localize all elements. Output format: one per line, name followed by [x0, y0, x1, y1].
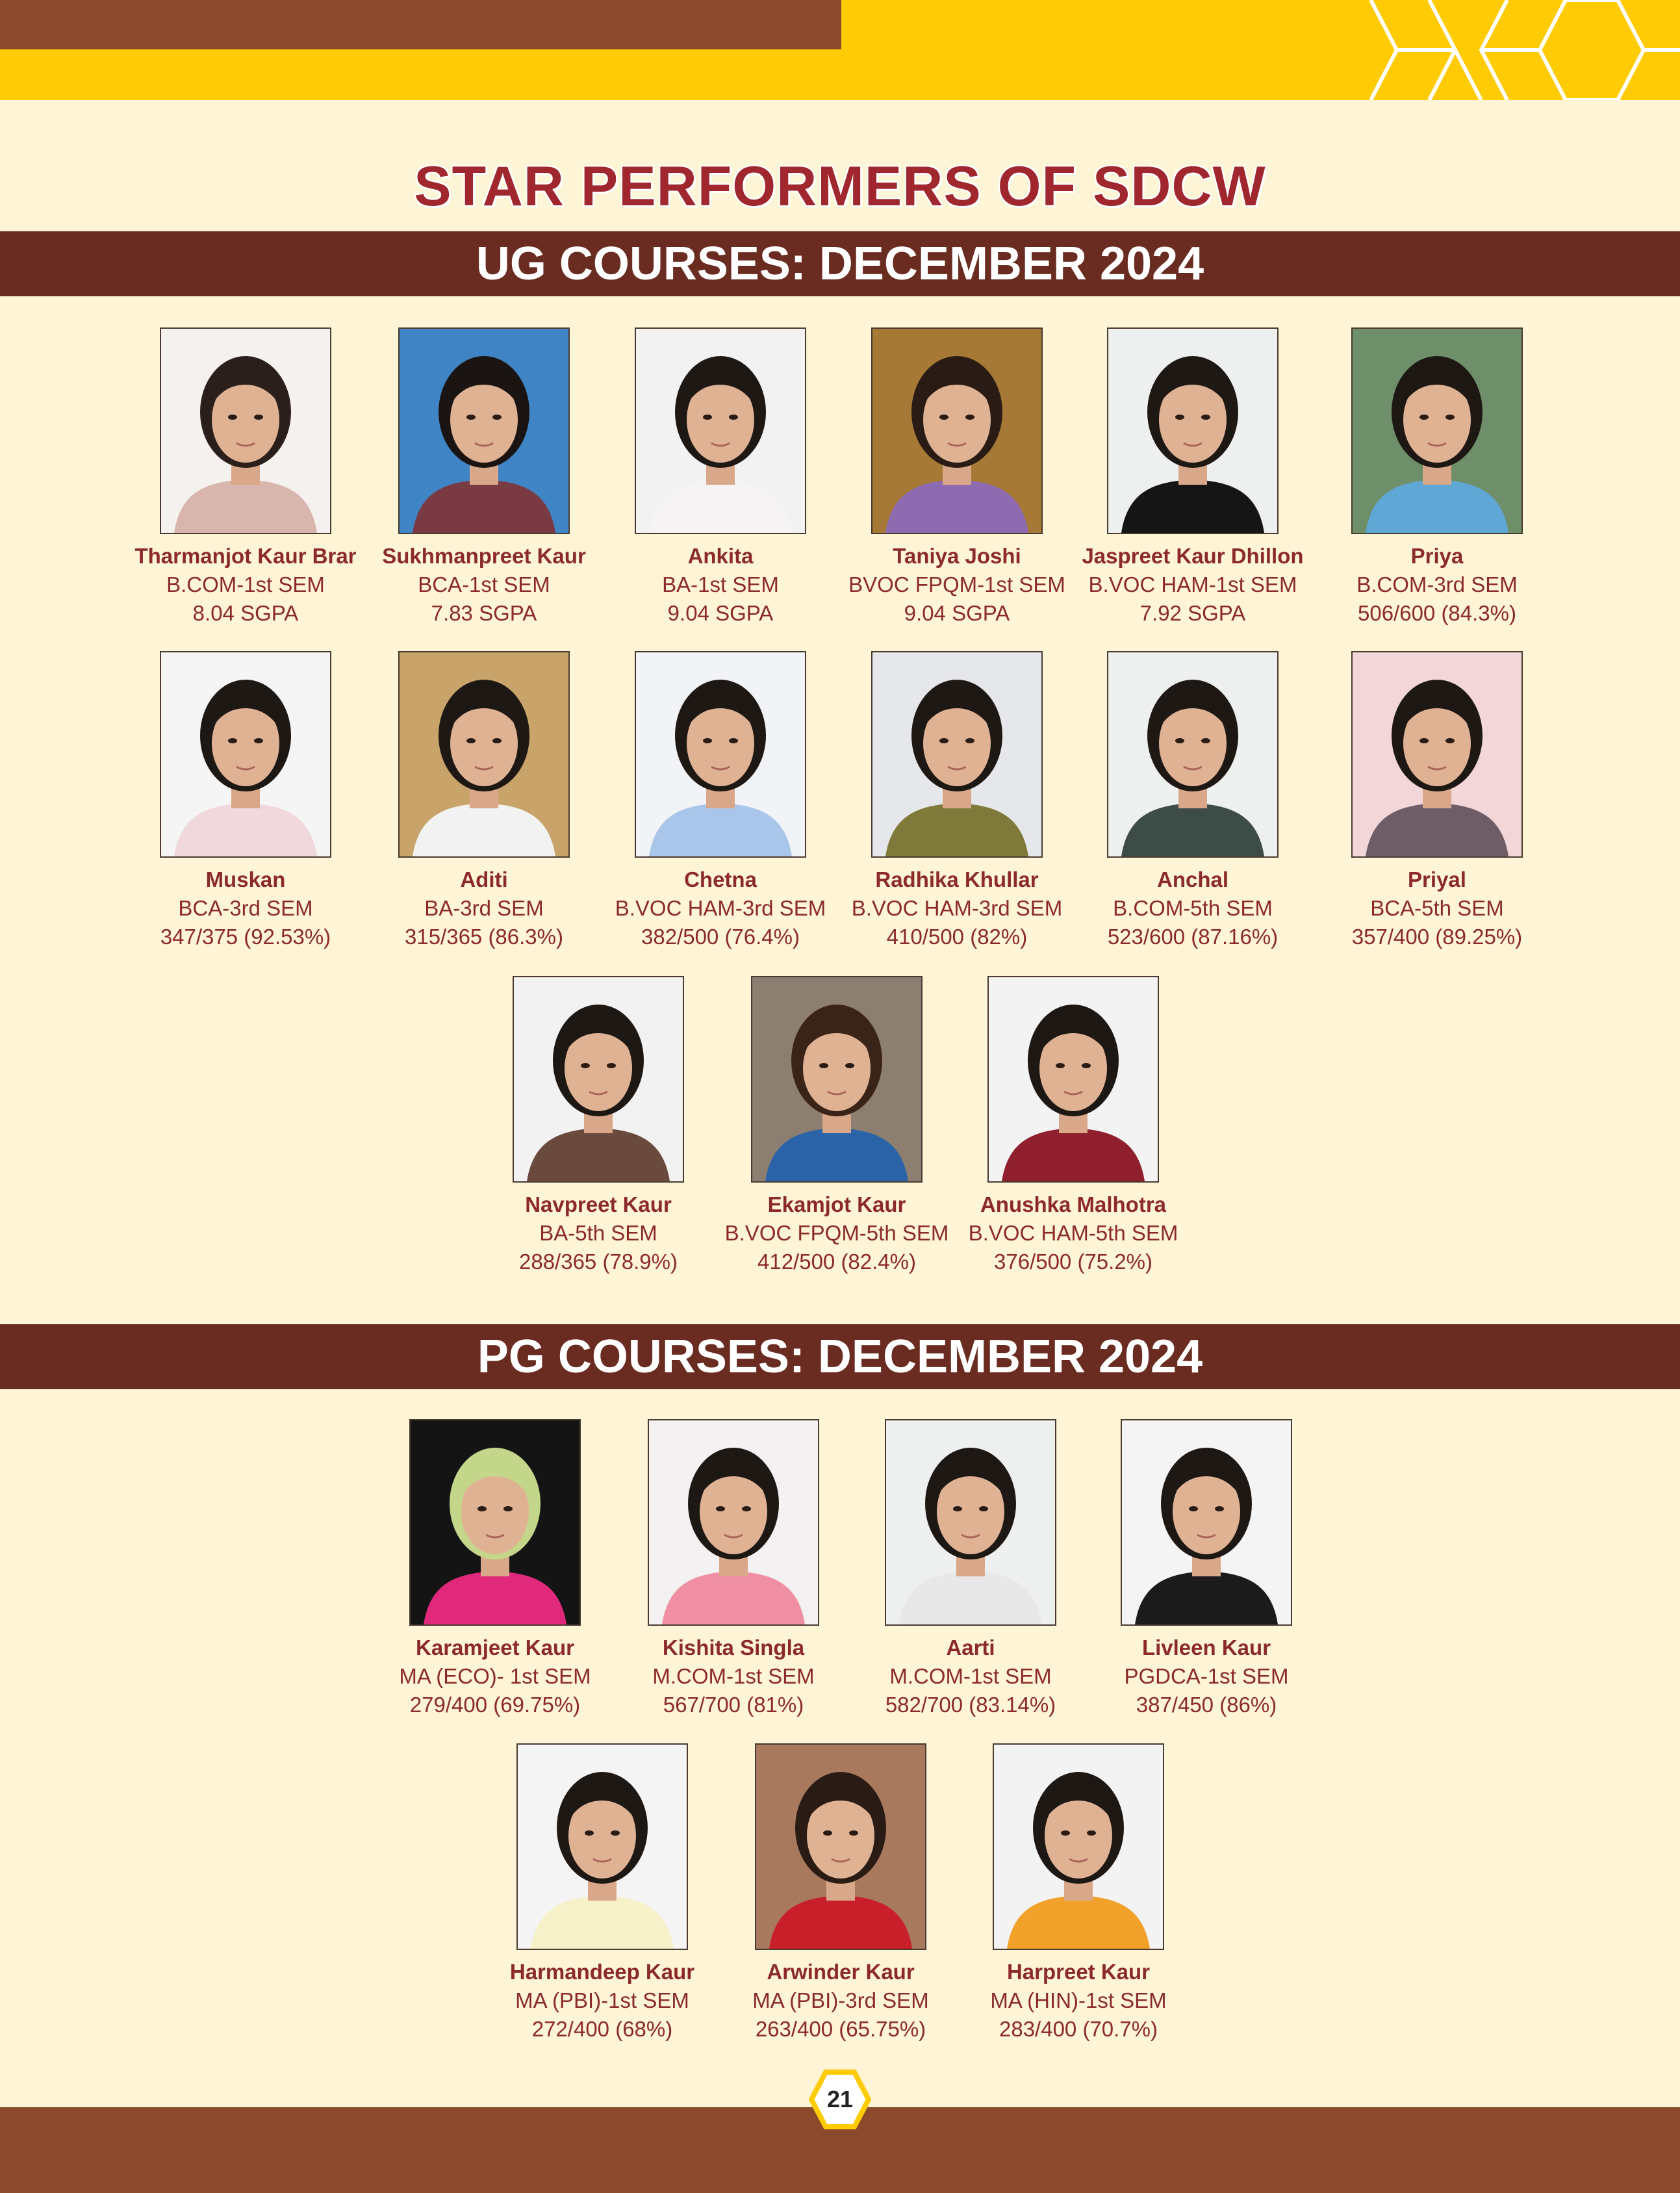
student-photo [398, 327, 570, 534]
student-name: Jaspreet Kaur Dhillon [1082, 544, 1304, 568]
student-name: Navpreet Kaur [525, 1192, 672, 1216]
student-name: Aditi [460, 867, 508, 891]
portrait-image [872, 652, 1041, 856]
student-course: BA-1st SEM [662, 572, 779, 596]
student-card [378, 1419, 612, 1719]
student-card [1320, 651, 1554, 951]
student-name: Aarti [946, 1635, 995, 1660]
student-course: B.COM-1st SEM [166, 572, 325, 596]
portrait-image [400, 329, 568, 533]
student-score: 283/400 (70.7%) [999, 2017, 1158, 2041]
student-score: 9.04 SGPA [667, 601, 774, 625]
page-title: STAR PERFORMERS OF SDCW [414, 155, 1266, 218]
header-brown-band [0, 0, 841, 49]
student-score: 410/500 (82%) [886, 925, 1028, 949]
student-card [724, 1743, 958, 2044]
student-score: 272/400 (68%) [531, 2017, 673, 2041]
student-card [617, 1419, 850, 1719]
student-score: 7.83 SGPA [431, 601, 537, 625]
student-course: M.COM-1st SEM [652, 1664, 815, 1688]
student-card [956, 976, 1190, 1276]
student-photo [755, 1743, 926, 1950]
student-card [481, 976, 715, 1276]
student-photo [409, 1419, 581, 1626]
student-score: 7.92 SGPA [1139, 601, 1246, 625]
student-card [840, 327, 1074, 628]
student-card [129, 651, 363, 951]
student-name: Tharmanjot Kaur Brar [134, 544, 357, 568]
honeycomb-decoration [1325, 0, 1680, 100]
portrait-image [400, 652, 568, 856]
student-name: Harmandeep Kaur [509, 1960, 695, 1984]
student-name: Karamjeet Kaur [416, 1635, 574, 1660]
pg-section-heading: PG COURSES: DECEMBER 2024 [0, 1324, 1680, 1389]
student-photo [648, 1419, 819, 1626]
student-photo [398, 651, 570, 858]
student-name: Taniya Joshi [893, 544, 1021, 568]
student-name: Priyal [1408, 867, 1466, 891]
student-card [1089, 1419, 1323, 1719]
student-card [1320, 327, 1554, 628]
student-name: Muskan [205, 867, 286, 891]
student-card [1076, 327, 1310, 628]
portrait-image [1353, 652, 1521, 856]
ug-section-heading: UG COURSES: DECEMBER 2024 [0, 231, 1680, 296]
student-photo [751, 976, 923, 1183]
student-name: Anchal [1156, 867, 1229, 891]
student-score: 8.04 SGPA [192, 601, 299, 625]
student-course: MA (ECO)- 1st SEM [399, 1664, 591, 1688]
student-card [854, 1419, 1088, 1719]
page-number: 21 [826, 2086, 854, 2112]
student-course: PGDCA-1st SEM [1124, 1664, 1289, 1688]
student-score: 279/400 (69.75%) [409, 1693, 581, 1717]
portrait-image [518, 1745, 687, 1949]
student-card [720, 976, 954, 1276]
student-course: BCA-1st SEM [418, 572, 550, 596]
portrait-image [514, 977, 683, 1181]
student-course: BCA-3rd SEM [178, 896, 313, 920]
student-card [367, 651, 601, 951]
student-name: Radhika Khullar [875, 867, 1039, 891]
portrait-image [411, 1420, 579, 1624]
portrait-image [872, 329, 1041, 533]
student-photo [635, 327, 806, 534]
student-photo [1121, 1419, 1292, 1626]
student-photo [635, 651, 806, 858]
student-photo [1107, 651, 1279, 858]
student-photo [993, 1743, 1164, 1950]
student-course: BVOC FPQM-1st SEM [848, 572, 1065, 596]
student-card [840, 651, 1074, 951]
portrait-image [994, 1745, 1163, 1949]
student-photo [987, 976, 1159, 1183]
student-photo [871, 327, 1043, 534]
student-card [367, 327, 601, 628]
student-course: B.VOC HAM-1st SEM [1088, 572, 1297, 596]
student-course: B.VOC HAM-3rd SEM [615, 896, 826, 920]
student-card [129, 327, 363, 628]
student-photo [1107, 327, 1279, 534]
student-score: 347/375 (92.53%) [160, 925, 331, 949]
student-photo [871, 651, 1043, 858]
student-card [961, 1743, 1195, 2044]
portrait-image [1108, 329, 1277, 533]
student-name: Ankita [687, 544, 754, 568]
student-score: 506/600 (84.3%) [1357, 601, 1516, 625]
portrait-image [1353, 329, 1521, 533]
portrait-image [636, 329, 805, 533]
student-photo [885, 1419, 1056, 1626]
student-name: Harpreet Kaur [1006, 1960, 1151, 1984]
student-course: B.COM-3rd SEM [1356, 572, 1518, 596]
student-score: 288/365 (78.9%) [518, 1250, 678, 1274]
student-card [1076, 651, 1310, 951]
portrait-image [161, 329, 330, 533]
portrait-image [752, 977, 921, 1181]
student-course: BA-3rd SEM [424, 896, 544, 920]
student-course: B.COM-5th SEM [1113, 896, 1273, 920]
portrait-image [886, 1420, 1055, 1624]
portrait-image [1108, 652, 1277, 856]
student-name: Kishita Singla [662, 1635, 805, 1660]
student-card [485, 1743, 719, 2044]
portrait-image [989, 977, 1158, 1181]
student-score: 567/700 (81%) [663, 1693, 804, 1717]
student-course: MA (PBI)-1st SEM [515, 1988, 689, 2012]
student-score: 382/500 (76.4%) [641, 925, 800, 949]
student-photo [160, 327, 331, 534]
student-course: BA-5th SEM [539, 1221, 657, 1245]
student-score: 523/600 (87.16%) [1107, 925, 1279, 949]
student-name: Anushka Malhotra [980, 1192, 1167, 1216]
portrait-image [1122, 1420, 1291, 1624]
portrait-image [649, 1420, 818, 1624]
student-name: Livleen Kaur [1141, 1635, 1271, 1660]
student-photo [160, 651, 331, 858]
student-photo [1351, 327, 1523, 534]
student-score: 263/400 (65.75%) [755, 2017, 926, 2041]
student-photo [513, 976, 684, 1183]
student-photo [1351, 651, 1523, 858]
student-course: MA (PBI)-3rd SEM [752, 1988, 929, 2012]
student-course: B.VOC HAM-5th SEM [968, 1221, 1178, 1245]
student-score: 387/450 (86%) [1136, 1693, 1277, 1717]
student-course: BCA-5th SEM [1370, 896, 1504, 920]
student-card [604, 651, 837, 951]
student-score: 582/700 (83.14%) [885, 1693, 1056, 1717]
student-card [604, 327, 837, 628]
student-score: 376/500 (75.2%) [993, 1250, 1152, 1274]
student-course: B.VOC HAM-3rd SEM [851, 896, 1063, 920]
portrait-image [636, 652, 805, 856]
student-name: Arwinder Kaur [767, 1960, 915, 1984]
student-photo [516, 1743, 688, 1950]
student-score: 357/400 (89.25%) [1351, 925, 1523, 949]
student-name: Priya [1410, 544, 1464, 568]
portrait-image [161, 652, 330, 856]
portrait-image [756, 1745, 925, 1949]
student-score: 315/365 (86.3%) [404, 925, 563, 949]
student-name: Sukhmanpreet Kaur [382, 544, 586, 568]
student-course: MA (HIN)-1st SEM [990, 1988, 1167, 2012]
student-score: 9.04 SGPA [904, 601, 1010, 625]
student-name: Chetna [684, 867, 757, 891]
student-course: B.VOC FPQM-5th SEM [724, 1221, 949, 1245]
student-name: Ekamjot Kaur [767, 1192, 906, 1216]
student-score: 412/500 (82.4%) [757, 1250, 916, 1274]
student-course: M.COM-1st SEM [889, 1664, 1052, 1688]
